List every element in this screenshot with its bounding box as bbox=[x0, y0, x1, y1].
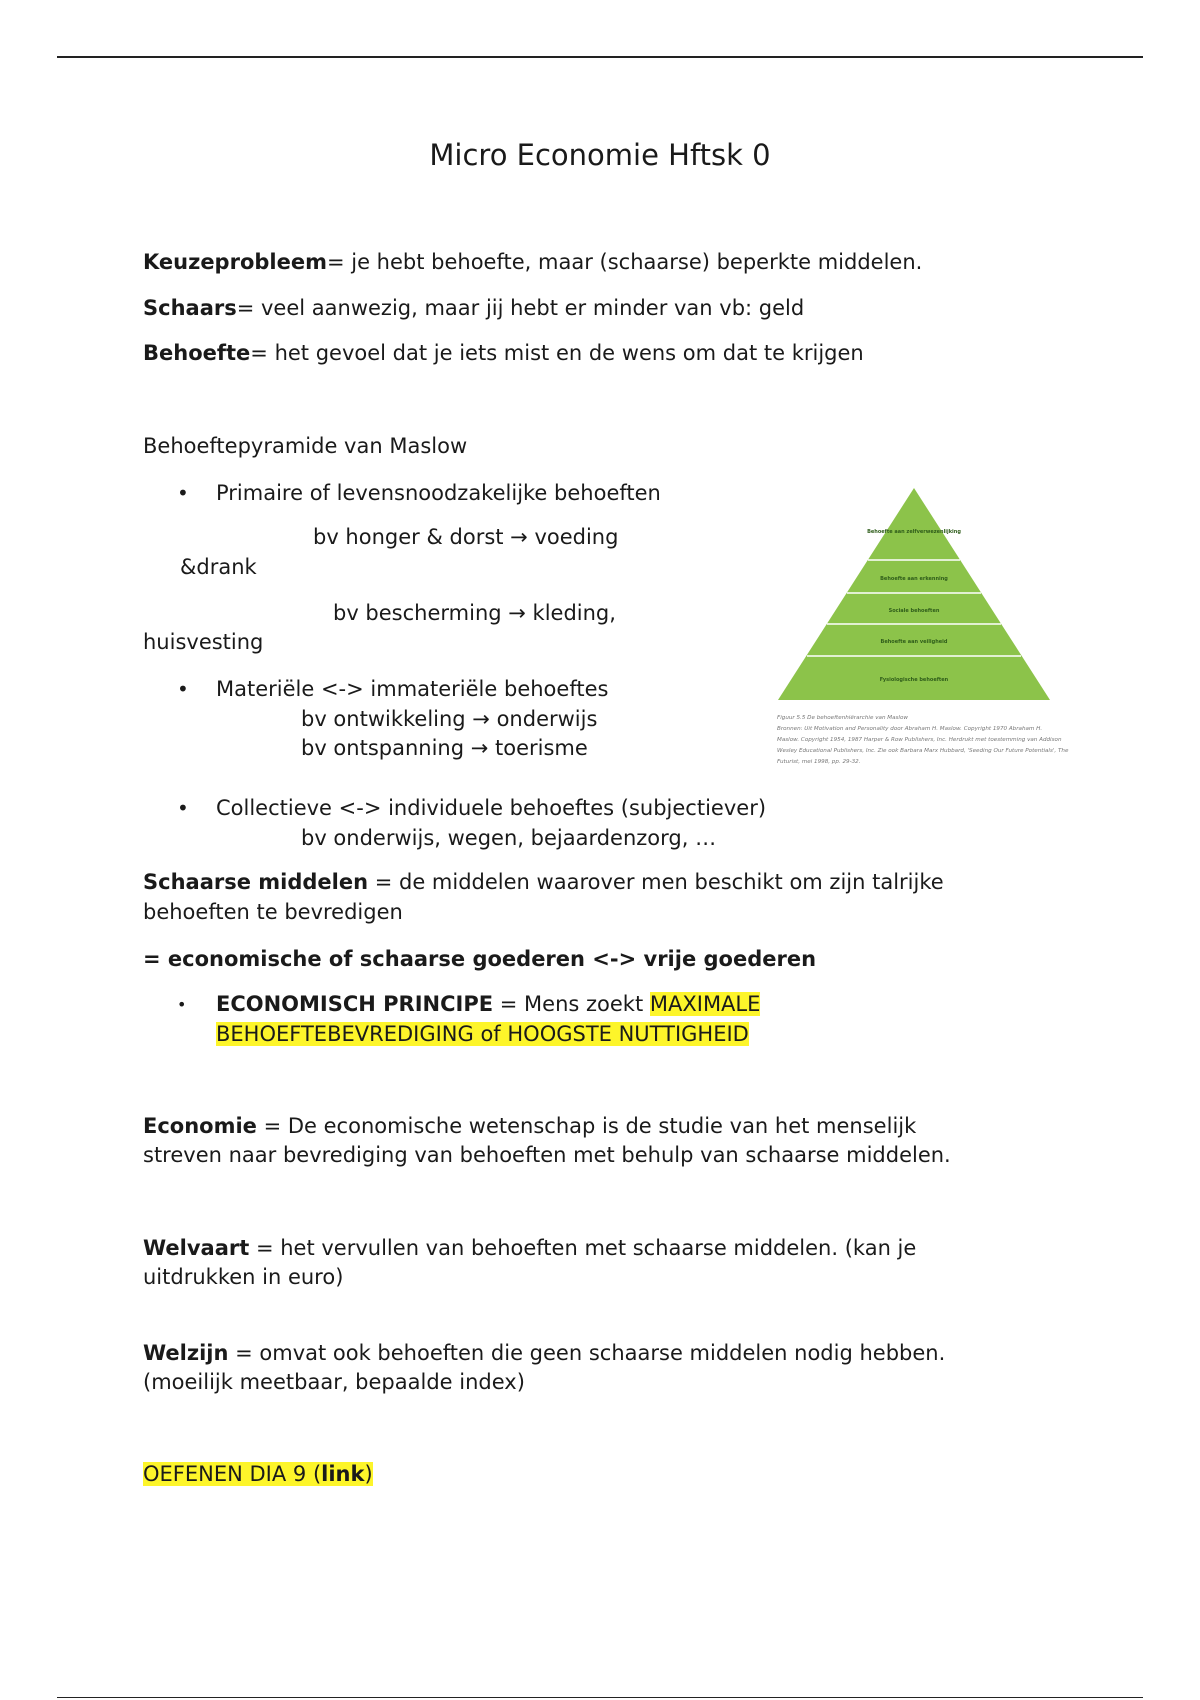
footer-rule bbox=[57, 1697, 1143, 1698]
definition: = veel aanwezig, maar jij hebt er minder van vb: geld bbox=[236, 296, 805, 320]
maslow-bullet-collectief: Collectieve <-> individuele behoeftes (subjectiever) bbox=[216, 796, 767, 820]
def-welzijn bbox=[143, 1339, 945, 1368]
example-honger-cont: &drank bbox=[180, 555, 257, 579]
def-economie-cont: streven naar bevrediging van behoeften met behulp van schaarse middelen. bbox=[143, 1143, 951, 1167]
exercise-link[interactable]: link bbox=[321, 1462, 365, 1486]
def-welvaart-cont: uitdrukken in euro) bbox=[143, 1265, 344, 1289]
example-ontwikkeling: bv ontwikkeling → onderwijs bbox=[301, 707, 598, 731]
maslow-heading: Behoeftepyramide van Maslow bbox=[143, 434, 468, 458]
def-keuzeprobleem bbox=[143, 248, 922, 277]
def-schaarse-middelen-cont: behoeften te bevredigen bbox=[143, 900, 403, 924]
goederen-statement: = economische of schaarse goederen <-> vrije goederen bbox=[143, 947, 817, 971]
figure-caption-line: Maslow. Copyright 1954, 1987 Harper & Row Publishers, Inc. Herdrukt met toestemming van Addison bbox=[777, 737, 1062, 743]
def-welvaart bbox=[143, 1234, 916, 1263]
term: Economie bbox=[143, 1114, 257, 1138]
def-schaars bbox=[143, 294, 804, 323]
exercise-note bbox=[143, 1460, 373, 1489]
def-economie bbox=[143, 1112, 916, 1141]
def-welzijn-cont: (moeilijk meetbaar, bepaalde index) bbox=[143, 1370, 525, 1394]
pyramid-level-3: Sociale behoeften bbox=[888, 608, 940, 614]
economisch-principe-cont bbox=[216, 1020, 749, 1049]
example-onderwijs: bv onderwijs, wegen, bejaardenzorg, … bbox=[301, 826, 717, 850]
example-ontspanning: bv ontspanning → toerisme bbox=[301, 736, 588, 760]
pyramid-level-1: Behoefte aan zelfverwezenlijking bbox=[867, 529, 961, 535]
definition: = de middelen waarover men beschikt om zijn talrijke bbox=[368, 870, 944, 894]
economisch-principe bbox=[216, 990, 760, 1019]
def-behoefte bbox=[143, 339, 864, 368]
bullet-icon: • bbox=[177, 677, 189, 701]
term: Schaars bbox=[143, 296, 237, 320]
maslow-bullet-primaire: Primaire of levensnoodzakelijke behoeften bbox=[216, 481, 661, 505]
pyramid-level-5: Fysiologische behoeften bbox=[879, 677, 949, 683]
highlighted-text: MAXIMALE bbox=[649, 992, 761, 1016]
term: ECONOMISCH PRINCIPE bbox=[216, 992, 494, 1016]
maslow-bullet-materieel: Materiële <-> immateriële behoeftes bbox=[216, 677, 609, 701]
bullet-icon: • bbox=[177, 481, 189, 505]
definition: = het vervullen van behoeften met schaarse middelen. (kan je bbox=[249, 1236, 917, 1260]
definition: = omvat ook behoeften die geen schaarse middelen nodig hebben. bbox=[228, 1341, 946, 1365]
highlighted-text: BEHOEFTEBEVREDIGING of HOOGSTE NUTTIGHEID bbox=[216, 1022, 749, 1046]
page-title: Micro Economie Hftsk 0 bbox=[429, 138, 771, 172]
figure-caption-line: Wesley Educational Publishers, Inc. Zie ook Barbara Marx Hubbard, 'Seeding Our Future Potentials', The bbox=[777, 748, 1069, 754]
pyramid-shape bbox=[778, 488, 1050, 700]
header-rule bbox=[57, 56, 1143, 58]
figure-caption-line: Figuur 5.5 De behoeftenhiërarchie van Maslow bbox=[777, 715, 908, 721]
definition: = het gevoel dat je iets mist en de wens om dat te krijgen bbox=[250, 341, 864, 365]
pyramid-level-4: Behoefte aan veiligheid bbox=[880, 639, 948, 645]
term: Welvaart bbox=[143, 1236, 250, 1260]
highlighted-text: OEFENEN DIA 9 (link) bbox=[143, 1462, 373, 1486]
example-bescherming: bv bescherming → kleding, bbox=[333, 601, 616, 625]
figure-caption-line: Bronnen: Uit Motivation and Personality door Abraham H. Maslow. Copyright 1970 Abraham H. bbox=[777, 726, 1043, 732]
bullet-icon: • bbox=[177, 796, 189, 820]
bullet-icon: • bbox=[177, 995, 187, 1014]
term: Behoefte bbox=[143, 341, 251, 365]
def-schaarse-middelen bbox=[143, 868, 944, 897]
figure-caption-line: Futurist, mei 1998, pp. 29-32. bbox=[777, 759, 861, 765]
definition: = je hebt behoefte, maar (schaarse) beperkte middelen. bbox=[326, 250, 923, 274]
pyramid-level-2: Behoefte aan erkenning bbox=[880, 576, 948, 582]
maslow-pyramid-figure bbox=[775, 488, 1095, 768]
term: Welzijn bbox=[143, 1341, 229, 1365]
example-honger: bv honger & dorst → voeding bbox=[313, 525, 619, 549]
example-bescherming-cont: huisvesting bbox=[143, 630, 264, 654]
term: Keuzeprobleem bbox=[143, 250, 327, 274]
definition: = De economische wetenschap is de studie van het menselijk bbox=[256, 1114, 917, 1138]
term: Schaarse middelen bbox=[143, 870, 369, 894]
definition: = Mens zoekt bbox=[493, 992, 650, 1016]
